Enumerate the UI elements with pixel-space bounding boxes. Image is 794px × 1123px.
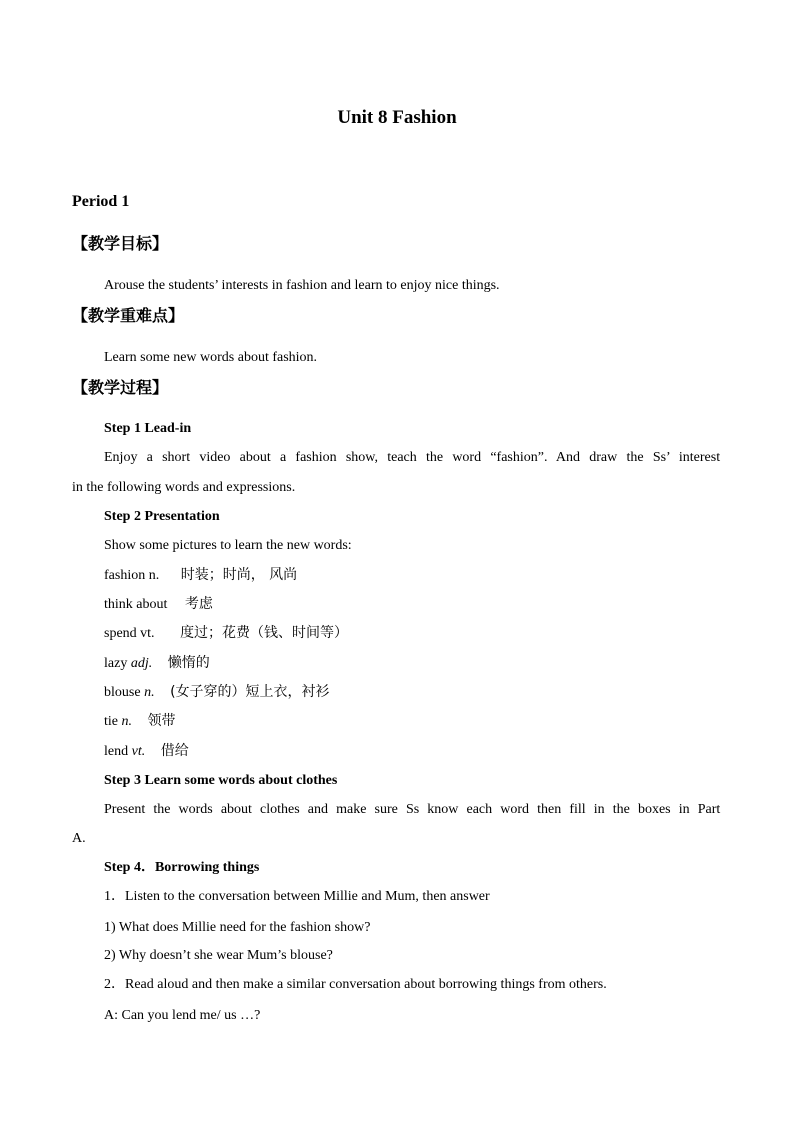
step2-heading: Step 2 Presentation: [104, 509, 220, 524]
step2-intro: Show some pictures to learn the new words:: [104, 538, 352, 553]
vocab-item: [104, 742, 189, 761]
vocab-word: blouse: [104, 685, 145, 700]
period-heading: Period 1: [72, 193, 130, 210]
vocab-word: lend: [104, 744, 132, 759]
vocab-pos: n.: [144, 685, 155, 700]
vocab-meaning: 考虑: [184, 596, 213, 612]
vocab-item: [104, 566, 297, 585]
objectives-heading: 【教学目标】: [72, 234, 169, 253]
step3-line1: Present the words about clothes and make sure Ss know each word then fill in the boxes in Part: [104, 802, 721, 817]
vocab-pos: n.: [121, 714, 132, 729]
vocab-word: tie: [104, 714, 122, 729]
objectives-text: Arouse the students’ interests in fashion and learn to enjoy nice things.: [104, 278, 500, 293]
vocab-item: [104, 624, 348, 643]
step4-line-a: A: Can you lend me/ us …?: [104, 1008, 261, 1023]
step1-line1: Enjoy a short video about a fashion show, teach the word “fashion”. And draw the Ss’ interest: [104, 450, 721, 465]
vocab-meaning: 时装；时尚， 风尚: [180, 567, 298, 583]
vocab-meaning: 领带: [147, 713, 176, 729]
step4-question2: 2) Why doesn’t she wear Mum’s blouse?: [104, 948, 333, 963]
step4-question1: 1) What does Millie need for the fashion show?: [104, 920, 371, 935]
key-points-heading: 【教学重难点】: [72, 306, 185, 325]
vocab-item: [104, 712, 176, 731]
vocab-meaning: 懒惰的: [167, 655, 210, 671]
step4-item1: 1．Listen to the conversation between Millie and Mum, then answer: [104, 889, 490, 904]
vocab-pos: vt.: [131, 744, 146, 759]
vocab-meaning: 度过；花费（钱、时间等）: [180, 625, 349, 641]
step3-heading: Step 3 Learn some words about clothes: [104, 773, 338, 788]
step1-heading: Step 1 Lead-in: [104, 421, 192, 436]
step3-line2: A.: [72, 831, 86, 846]
vocab-meaning: 借给: [160, 743, 189, 759]
vocab-word: spend vt.: [104, 626, 155, 641]
vocab-word: fashion n.: [104, 568, 160, 583]
vocab-item: [104, 595, 213, 614]
document-title: Unit 8 Fashion: [337, 107, 457, 128]
vocab-word: think about: [104, 597, 168, 612]
process-heading: 【教学过程】: [72, 378, 169, 397]
step4-heading: Step 4．Borrowing things: [104, 860, 260, 875]
vocab-word: lazy: [104, 656, 131, 671]
vocab-item: [104, 654, 210, 673]
vocab-pos: adj.: [130, 656, 153, 671]
vocab-item: [104, 683, 330, 702]
step4-item2: 2．Read aloud and then make a similar conversation about borrowing things from others.: [104, 977, 607, 992]
vocab-meaning: (女子穿的）短上衣，衬衫: [170, 684, 330, 700]
key-points-text: Learn some new words about fashion.: [104, 350, 318, 365]
step1-line2: in the following words and expressions.: [72, 480, 296, 495]
